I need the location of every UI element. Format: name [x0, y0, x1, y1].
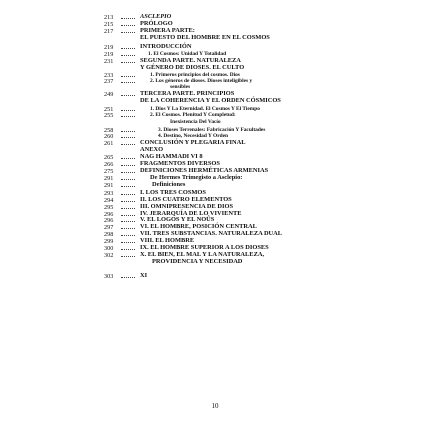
toc-page-number: 249: [104, 91, 114, 98]
toc-entry-text: II. LOS CUATRO ELEMENTOS: [140, 196, 232, 203]
toc-page-number: 300: [104, 245, 114, 252]
toc-leader: [121, 165, 135, 166]
toc-leader: [121, 62, 135, 63]
toc-page-number: 219: [104, 51, 114, 58]
toc-leader: [121, 76, 135, 77]
toc-leader: [121, 179, 135, 180]
toc-leader: [121, 235, 135, 236]
toc-page-number: 219: [104, 44, 114, 51]
toc-entry-text: I. LOS TRES COSMOS: [140, 189, 206, 196]
toc-entry-text: 1. El Cosmos: Unidad Y Totalidad: [148, 51, 227, 57]
toc-leader: [121, 48, 135, 49]
toc-page-number: 302: [104, 252, 114, 259]
toc-page-number: 217: [104, 28, 114, 35]
toc-entry-text: ANEXO: [140, 146, 164, 153]
toc-leader: [121, 131, 135, 132]
toc-page-number: 255: [104, 112, 114, 119]
toc-entry-text: 1. Primeros principios del cosmos. Dios: [150, 72, 240, 78]
toc-leader: [121, 116, 135, 117]
toc-leader: [121, 228, 135, 229]
toc-entry-text: III. OMNIPRESENCIA DE DIOS: [140, 203, 234, 210]
toc-page-number: 298: [104, 231, 114, 238]
toc-leader: [121, 55, 135, 56]
toc-entry-text: V. EL LOGOS Y EL NOÛS: [140, 216, 215, 223]
toc-leader: [121, 144, 135, 145]
toc-entry-text: DEFINICIONES HERMÉTICAS ARMENIAS: [140, 167, 269, 174]
toc-leader: [121, 208, 135, 209]
toc-entry-text: 3. Dioses Terrenales: Fabricación Y Facultades: [158, 127, 266, 133]
toc-page-number: 237: [104, 78, 114, 85]
toc-page-number: 295: [104, 204, 114, 211]
toc-row: [0, 35, 430, 43]
toc-entry-text: PRÓLOGO: [140, 20, 173, 27]
toc-page-number: 258: [104, 127, 114, 134]
toc-leader: [121, 95, 135, 96]
toc-page-number: 266: [104, 161, 114, 168]
toc-page-number: 215: [104, 21, 114, 28]
toc-row: [0, 182, 430, 190]
toc-row: [0, 119, 430, 127]
toc-entry-text: DE LA COHERENCIA Y EL ORDEN CÓSMICOS: [140, 97, 281, 104]
toc-entry-text: Inexistencia Del Vacío: [170, 119, 221, 125]
toc-entry-text: PROVIDENCIA Y NECESIDAD: [152, 258, 243, 265]
toc-entry-text: TERCERA PARTE. PRINCIPIOS: [140, 90, 235, 97]
toc-entry-text: IV. JERARQUÍA DE LO VIVIENTE: [140, 210, 242, 217]
toc-page-number: 291: [104, 182, 114, 189]
toc-entry-text: VI. EL HOMBRE, POSICIÓN CENTRAL: [140, 223, 257, 230]
toc-leader: [121, 82, 135, 83]
toc-entry-text: SEGUNDA PARTE. NATURALEZA: [140, 57, 241, 64]
toc-page-number: 297: [104, 224, 114, 231]
toc-leader: [121, 32, 135, 33]
toc-entry-text: Y GÉNERO DE DIOSES. EL CULTO: [140, 64, 245, 71]
toc-entry-text: VIII. EL HOMBRE: [140, 237, 195, 244]
toc-entry-text: PRIMERA PARTE:: [140, 27, 195, 34]
toc-entry-text: NAG HAMMADI VI 8: [140, 153, 203, 160]
toc-leader: [121, 110, 135, 111]
toc-entry-text: IX. EL HOMBRE SUPERIOR A LOS DIOSES: [140, 244, 269, 251]
toc-leader: [121, 172, 135, 173]
toc-entry-text: ASCLEPIO: [140, 13, 172, 20]
toc-page-number: 303: [104, 273, 114, 280]
toc-entry-text: XI: [140, 272, 148, 279]
toc-entry-text: CONCLUSIÓN Y PLEGARIA FINAL: [140, 139, 246, 146]
toc-page-number: 296: [104, 211, 114, 218]
toc-leader: [121, 201, 135, 202]
toc-page-number: 265: [104, 154, 114, 161]
toc-entry-text: 4. Destino, Necesidad Y Orden: [158, 133, 228, 139]
toc-leader: [121, 242, 135, 243]
toc-page-number: 294: [104, 197, 114, 204]
toc-leader: [121, 277, 135, 278]
toc-leader: [121, 221, 135, 222]
toc-page-number: 213: [104, 14, 114, 21]
toc-page-number: 260: [104, 133, 114, 140]
toc-page-number: 293: [104, 190, 114, 197]
toc-entry-text: VII. TRES SUBSTANCIAS. NATURALEZA DUAL: [140, 230, 283, 237]
toc-entry-text: sensibles: [170, 84, 191, 90]
toc-entry-text: 2. Los géneros de dioses. Dioses inteligibles y: [150, 78, 253, 84]
toc-page-number: 251: [104, 106, 114, 113]
toc-leader: [121, 186, 135, 187]
toc-page-number: 299: [104, 238, 114, 245]
toc-page-number: 275: [104, 168, 114, 175]
toc-entry-text: Definiciones: [152, 181, 186, 188]
toc-leader: [121, 137, 135, 138]
toc-page-number: 291: [104, 175, 114, 182]
toc-row: [0, 98, 430, 106]
toc-entry-text: INTRODUCCIÓN: [140, 43, 192, 50]
toc-leader: [121, 249, 135, 250]
toc-entry-text: 2. El Cosmos. Plenitud Y Completud:: [150, 112, 236, 118]
toc-leader: [121, 18, 135, 19]
toc-leader: [121, 256, 135, 257]
toc-entry-text: X. EL BIEN, EL MAL Y LA NATURALEZA,: [140, 251, 265, 258]
toc-leader: [121, 194, 135, 195]
toc-leader: [121, 215, 135, 216]
toc-leader: [121, 25, 135, 26]
toc-page-number: 261: [104, 140, 114, 147]
toc-entry-text: FRAGMENTOS DIVERSOS: [140, 160, 220, 167]
toc-page-number: 231: [104, 58, 114, 65]
page-number: 10: [211, 402, 219, 410]
toc-entry-text: 1. Dios Y La Eternidad. El Cosmos Y El Tiempo: [150, 106, 260, 112]
toc-row: [0, 259, 430, 267]
toc-page-number: 233: [104, 72, 114, 79]
toc-leader: [121, 158, 135, 159]
toc-entry-text: EL PUESTO DEL HOMBRE EN EL COSMOS: [140, 34, 270, 41]
toc-row: [0, 273, 430, 281]
toc-entry-text: De Hermes Trimegisto a Asclepio:: [150, 174, 243, 181]
toc-page-number: 296: [104, 217, 114, 224]
